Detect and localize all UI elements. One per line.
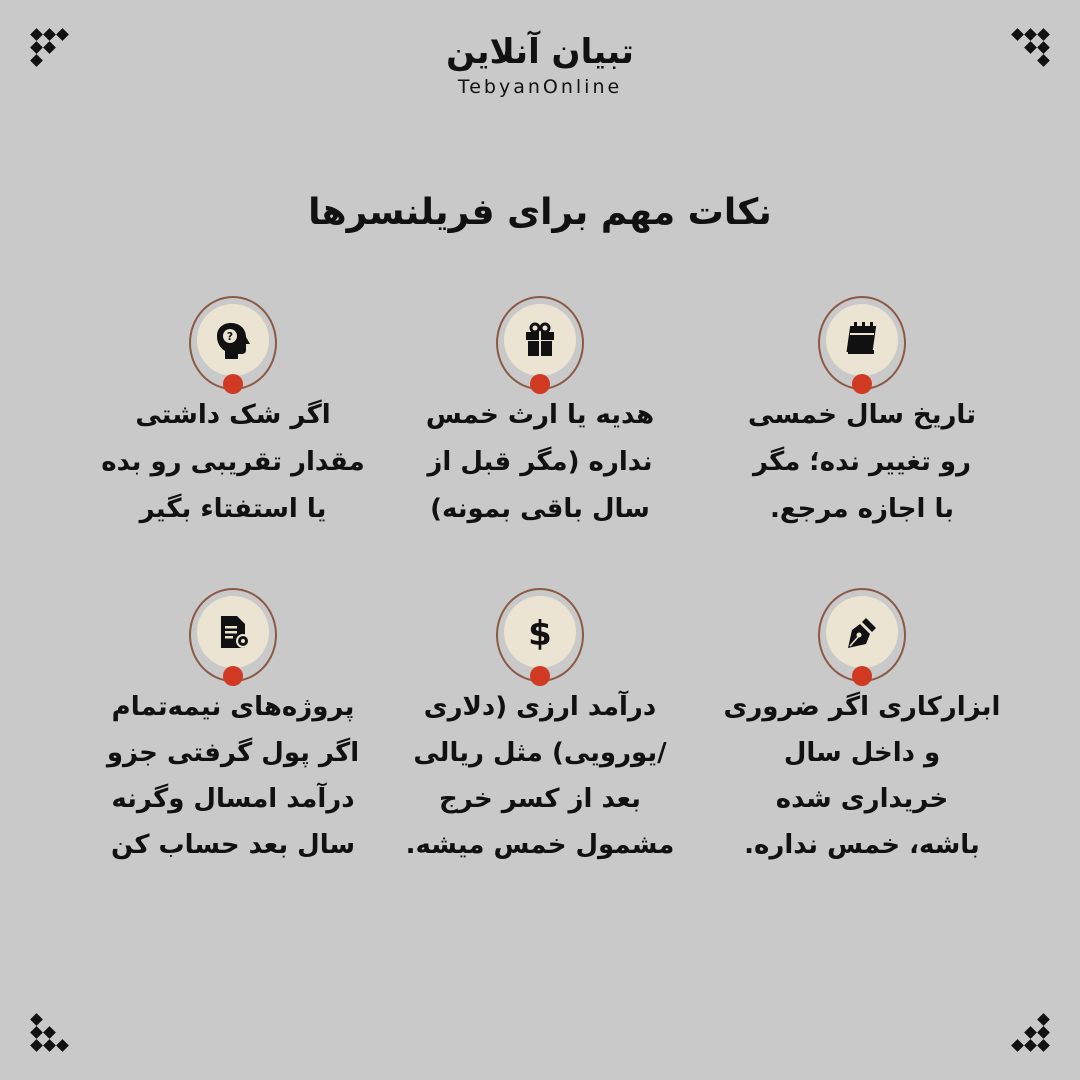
tip-line: درآمد ارزی (دلاری bbox=[423, 692, 657, 722]
tip-line: اگر پول گرفتی جزو bbox=[106, 738, 360, 768]
badge-disc bbox=[197, 596, 269, 668]
corner-decoration-bottom-right bbox=[1004, 1006, 1052, 1054]
corner-decoration-bottom-left bbox=[28, 1006, 76, 1054]
tip-text bbox=[83, 392, 383, 533]
badge-disc bbox=[826, 304, 898, 376]
page-title: نکات مهم برای فریلنسرها bbox=[308, 192, 772, 233]
calendar-icon bbox=[842, 320, 882, 360]
tip-card bbox=[83, 300, 383, 533]
tip-line: ابزارکاری اگر ضروری bbox=[723, 692, 1001, 722]
icon-badge bbox=[820, 592, 904, 676]
dollar-icon bbox=[520, 612, 560, 652]
tip-line: نداره (مگر قبل از bbox=[427, 447, 653, 477]
tip-line: اگر شک داشتی bbox=[135, 400, 331, 430]
tip-card bbox=[390, 592, 690, 868]
head-question-icon bbox=[213, 320, 253, 360]
badge-disc bbox=[504, 596, 576, 668]
tip-line: یا استفتاء بگیر bbox=[139, 494, 327, 524]
tip-card bbox=[712, 592, 1012, 868]
badge-disc bbox=[504, 304, 576, 376]
badge-dot bbox=[223, 374, 243, 394]
tip-line: /یورویی) مثل ریالی bbox=[413, 738, 667, 768]
tip-text bbox=[712, 392, 1012, 533]
brand-logo bbox=[0, 30, 1080, 98]
badge-disc bbox=[197, 304, 269, 376]
tip-line: مشمول خمس میشه. bbox=[405, 830, 675, 860]
badge-dot bbox=[530, 374, 550, 394]
icon-badge bbox=[191, 300, 275, 384]
icon-badge bbox=[498, 592, 582, 676]
icon-badge bbox=[191, 592, 275, 676]
tip-text bbox=[390, 392, 690, 533]
tip-text bbox=[390, 684, 690, 868]
tip-card bbox=[83, 592, 383, 868]
badge-dot bbox=[852, 374, 872, 394]
tip-text bbox=[712, 684, 1012, 868]
tip-line: با اجازه مرجع. bbox=[769, 494, 954, 524]
icon-badge bbox=[498, 300, 582, 384]
tip-line: و داخل سال bbox=[783, 738, 941, 768]
fountain-pen-icon bbox=[842, 612, 882, 652]
tip-line: هدیه یا ارث خمس bbox=[425, 400, 655, 430]
document-gear-icon bbox=[213, 612, 253, 652]
gift-icon bbox=[520, 320, 560, 360]
tip-line: سال بعد حساب کن bbox=[110, 830, 356, 860]
tip-line: باشه، خمس نداره. bbox=[744, 830, 980, 860]
tip-line: مقدار تقریبی رو بده bbox=[101, 447, 365, 477]
badge-dot bbox=[852, 666, 872, 686]
tip-line: درآمد امسال وگرنه bbox=[111, 784, 355, 814]
tip-line: رو تغییر نده؛ مگر bbox=[752, 447, 972, 477]
icon-badge bbox=[820, 300, 904, 384]
tip-line: سال باقی بمونه) bbox=[430, 494, 650, 524]
badge-disc bbox=[826, 596, 898, 668]
tip-line: خریداری شده bbox=[775, 784, 949, 814]
badge-dot bbox=[530, 666, 550, 686]
tip-card bbox=[712, 300, 1012, 533]
tip-card bbox=[390, 300, 690, 533]
brand-name-en: TebyanOnline bbox=[457, 76, 623, 98]
tip-line: بعد از کسر خرج bbox=[439, 784, 641, 814]
svg-text:$: $ bbox=[528, 614, 552, 652]
tip-line: تاریخ سال خمسی bbox=[748, 400, 976, 430]
brand-name-fa: تبیان آنلاین bbox=[446, 32, 634, 72]
badge-dot bbox=[223, 666, 243, 686]
tip-text bbox=[83, 684, 383, 868]
svg-text:?: ? bbox=[226, 330, 234, 343]
tip-line: پروژه‌های نیمه‌تمام bbox=[111, 692, 355, 722]
